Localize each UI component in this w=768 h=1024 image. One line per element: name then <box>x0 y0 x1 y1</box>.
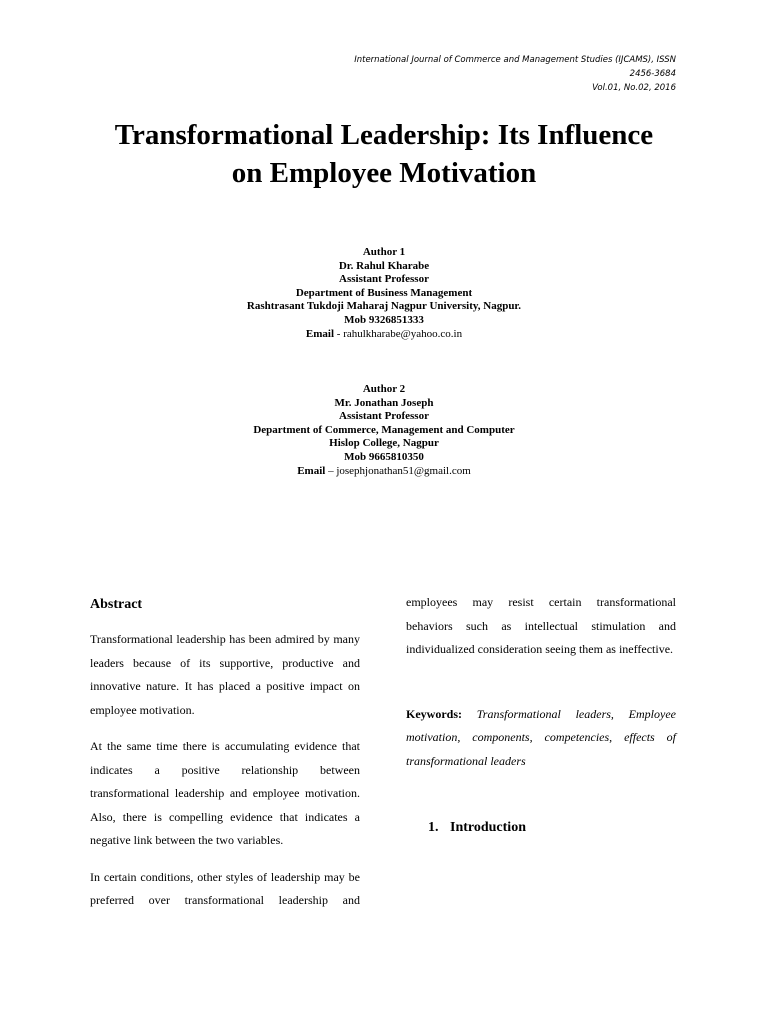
abstract-paragraph-3-continued: employees may resist certain transformational behaviors such as intellectual stimulation and individualized consideration seeing them as ineffective. <box>406 595 676 656</box>
author-department: Department of Business Management <box>295 286 473 299</box>
author-name: Dr. Rahul Kharabe <box>338 259 430 272</box>
journal-issn: 2456-3684 <box>629 69 676 79</box>
abstract-paragraph-2: At the same time there is accumulating evidence that indicates a positive relationship between transformational leadership and employee motivation. Also, there is compelling evidence that indicates a negative link between the two variables. <box>90 739 360 847</box>
author-department: Department of Commerce, Management and Computer <box>253 423 515 436</box>
author-email-label: Email <box>297 464 326 477</box>
author-heading: Author 2 <box>362 383 406 395</box>
keywords-text: Transformational leaders, Employee motivation, components, competencies, effects of transformational leaders <box>406 706 676 768</box>
right-column <box>406 591 676 839</box>
abstract-heading: Abstract <box>90 597 143 612</box>
keywords-label: Keywords: <box>406 706 462 721</box>
author-institution: Hislop College, Nagpur <box>329 437 439 450</box>
author-heading: Author 1 <box>362 246 406 258</box>
author-mobile: Mob 9665810350 <box>344 450 424 463</box>
introduction-heading <box>428 817 676 839</box>
author-email-separator: - <box>334 327 344 340</box>
paper-title <box>60 116 708 192</box>
abstract-paragraph-1: Transformational leadership has been admired by many leaders because of its supportive, productive and innovative nature. It has placed a positive impact on employee motivation. <box>90 632 360 717</box>
paper-title-line-1: Transformational Leadership: Its Influence <box>114 119 654 151</box>
author-email[interactable]: rahulkharabe@yahoo.co.in <box>343 327 463 340</box>
author-position: Assistant Professor <box>339 273 429 286</box>
journal-name: International Journal of Commerce and Management Studies (IJCAMS), ISSN <box>354 55 676 65</box>
keywords <box>406 703 676 774</box>
left-column <box>90 594 360 926</box>
author-email-line <box>184 328 584 342</box>
journal-volume: Vol.01, No.02, 2016 <box>592 83 676 93</box>
paper-title-line-2: on Employee Motivation <box>231 157 537 189</box>
author-position: Assistant Professor <box>339 410 429 423</box>
introduction-title: Introduction <box>450 820 526 835</box>
author-email-separator: – <box>325 464 337 477</box>
journal-header <box>354 53 676 95</box>
author-1-block <box>184 246 584 341</box>
author-email-label: Email <box>305 327 335 340</box>
author-name: Mr. Jonathan Joseph <box>334 396 434 409</box>
abstract-paragraph-3: In certain conditions, other styles of leadership may be preferred over transformational leadership and <box>90 869 360 907</box>
author-mobile: Mob 9326851333 <box>344 313 424 326</box>
author-email[interactable]: josephjonathan51@gmail.com <box>336 464 471 477</box>
introduction-number: 1. <box>428 820 439 835</box>
author-2-block <box>184 383 584 478</box>
author-institution: Rashtrasant Tukdoji Maharaj Nagpur University, Nagpur. <box>246 300 522 313</box>
author-email-line <box>184 465 584 479</box>
